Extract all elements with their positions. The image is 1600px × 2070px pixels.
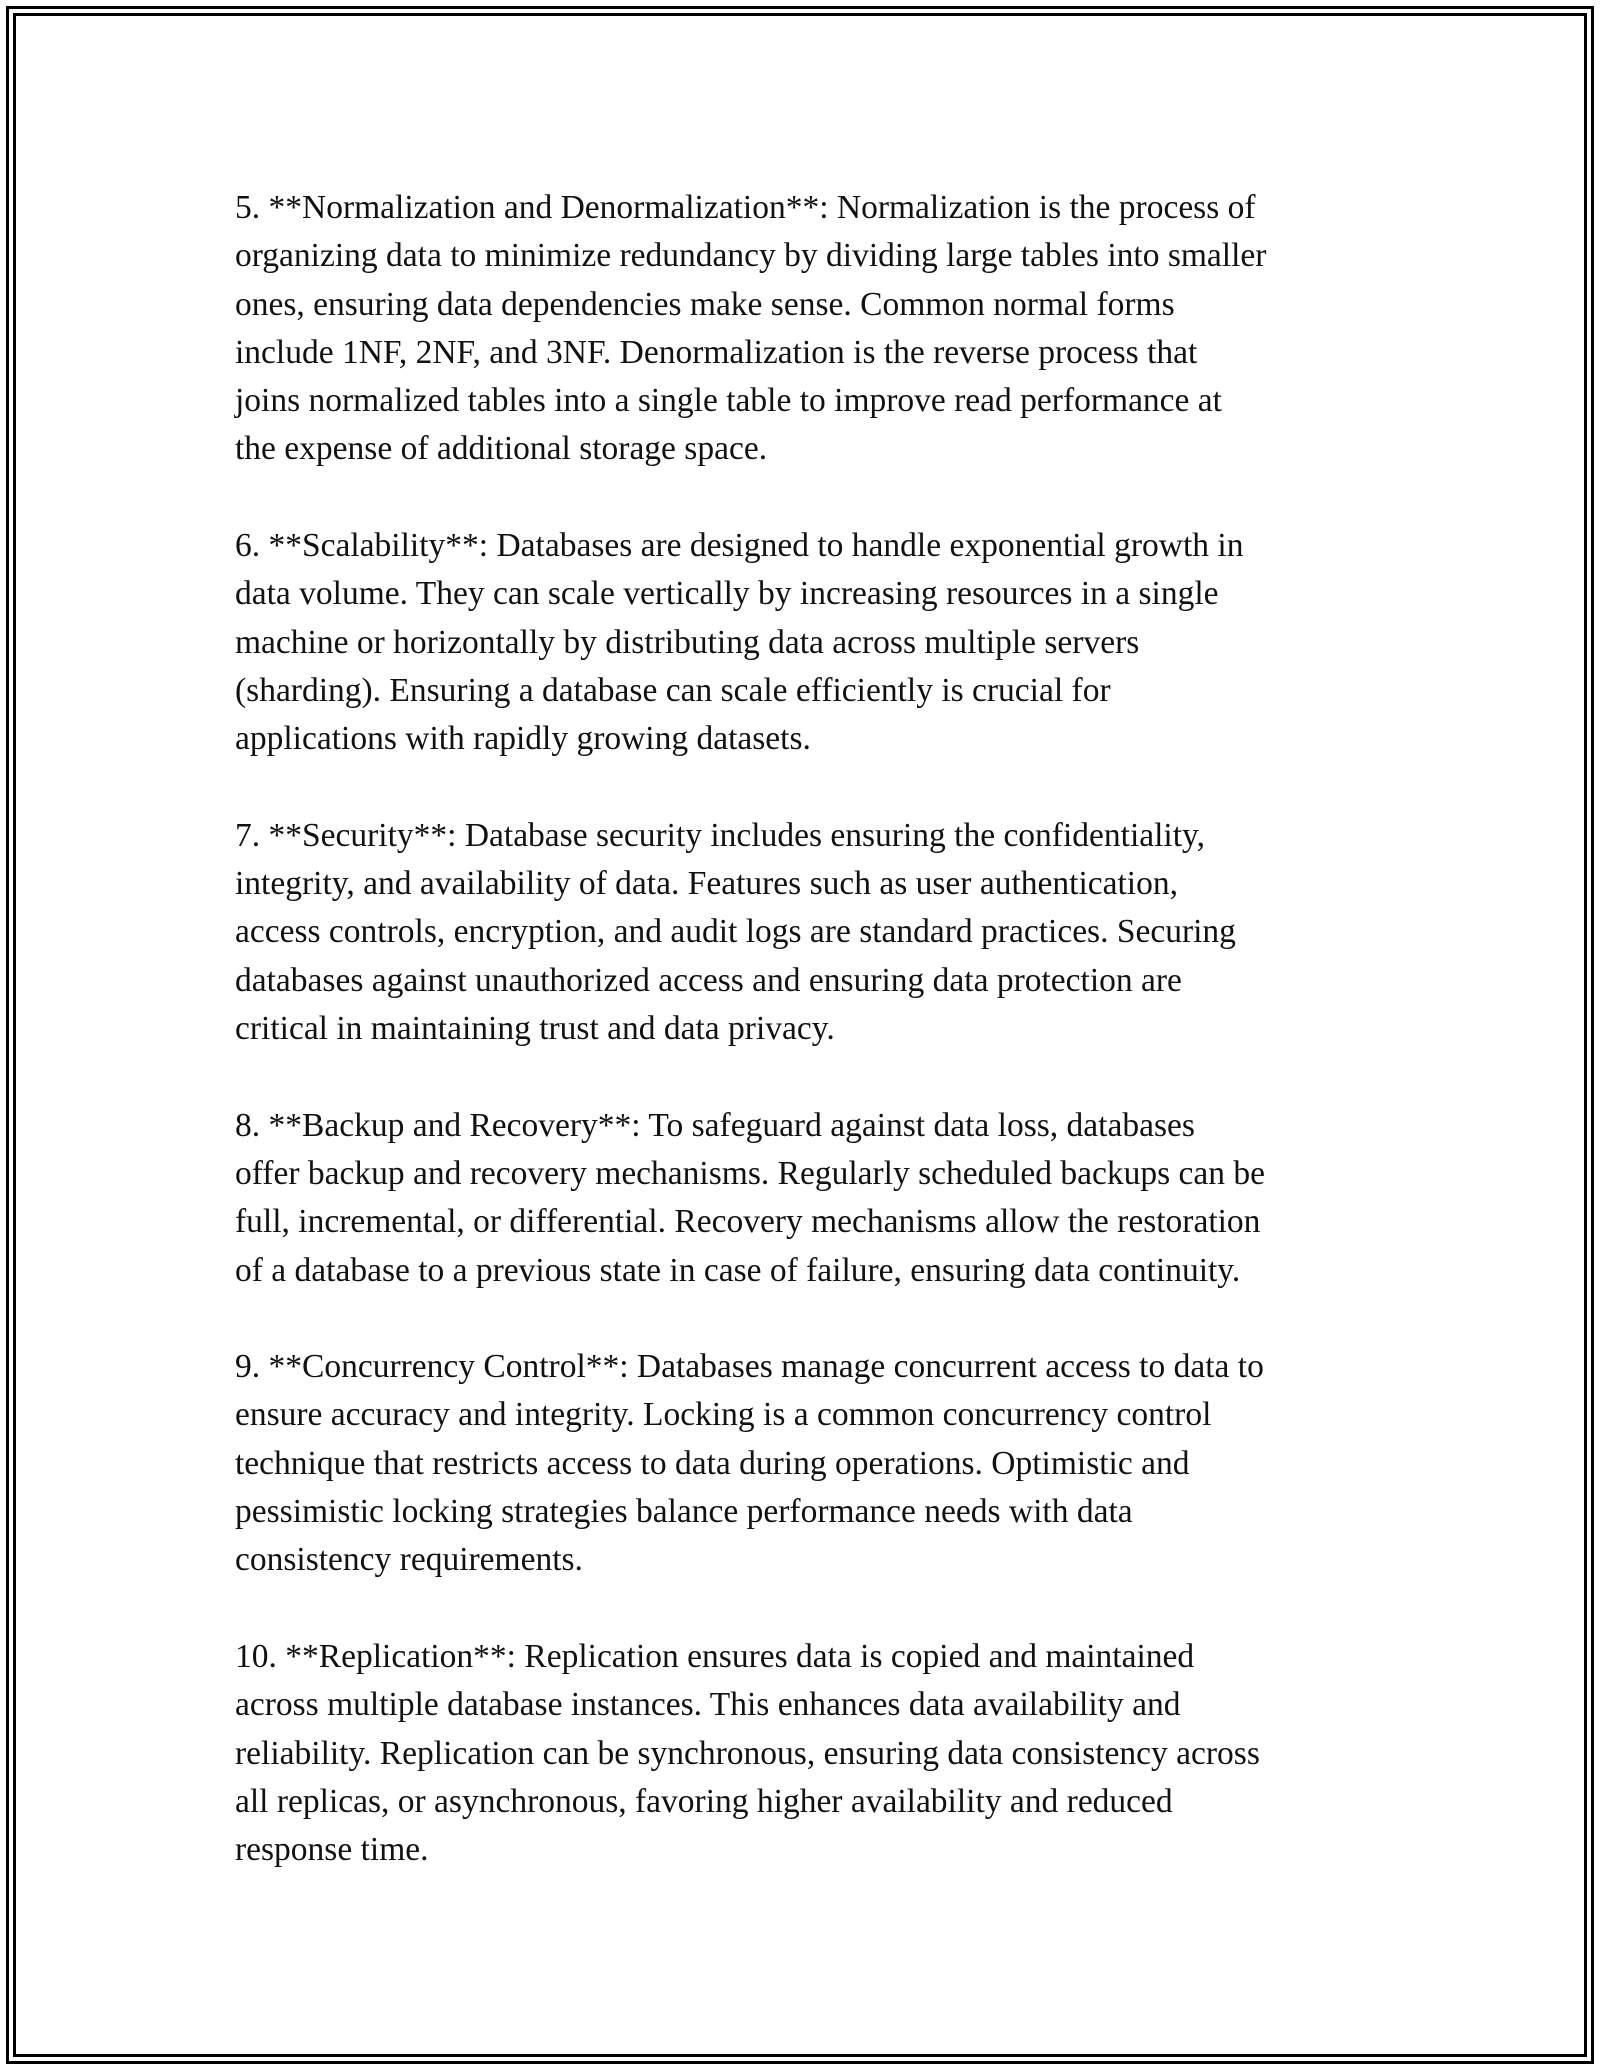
text-line: all replicas, or asynchronous, favoring higher availability and reduced: [235, 1782, 1173, 1820]
text-line: databases against unauthorized access and ensuring data protection are: [235, 961, 1182, 999]
text-line: 5. **Normalization and Denormalization**: Normalization is the process of: [235, 189, 1256, 226]
paragraph-scalability: [235, 522, 1395, 763]
text-line: 8. **Backup and Recovery**: To safeguard against data loss, databases: [235, 1106, 1195, 1144]
text-line: across multiple database instances. This enhances data availability and: [235, 1686, 1181, 1724]
text-line: 6. **Scalability**: Databases are designed to handle exponential growth in: [235, 527, 1244, 565]
paragraph-replication: [235, 1633, 1395, 1874]
paragraph-security: [235, 812, 1395, 1053]
text-line: ensure accuracy and integrity. Locking is a common concurrency control: [235, 1396, 1212, 1434]
text-line: include 1NF, 2NF, and 3NF. Denormalization is the reverse process that: [235, 333, 1198, 371]
text-line: ones, ensuring data dependencies make sense. Common normal forms: [235, 285, 1175, 323]
paragraph-concurrency-control: [235, 1343, 1395, 1584]
text-line: response time.: [235, 1831, 429, 1869]
text-line: technique that restricts access to data during operations. Optimistic and: [235, 1444, 1190, 1482]
text-line: 7. **Security**: Database security includes ensuring the confidentiality,: [235, 816, 1205, 854]
text-line: pessimistic locking strategies balance performance needs with data: [235, 1493, 1133, 1531]
text-line: 9. **Concurrency Control**: Databases manage concurrent access to data to: [235, 1348, 1264, 1386]
text-line: integrity, and availability of data. Features such as user authentication,: [235, 865, 1178, 903]
paragraph-backup-recovery: [235, 1102, 1395, 1295]
text-line: the expense of additional storage space.: [235, 430, 768, 468]
text-line: joins normalized tables into a single table to improve read performance at: [235, 382, 1222, 420]
document-body: [235, 184, 1395, 1923]
text-line: (sharding). Ensuring a database can scale efficiently is crucial for: [235, 671, 1111, 709]
text-line: access controls, encryption, and audit logs are standard practices. Securing: [235, 913, 1236, 951]
text-line: full, incremental, or differential. Recovery mechanisms allow the restoration: [235, 1203, 1261, 1241]
text-line: consistency requirements.: [235, 1541, 583, 1579]
paragraph-normalization: [235, 184, 1395, 474]
text-line: 10. **Replication**: Replication ensures data is copied and maintained: [235, 1637, 1195, 1675]
text-line: reliability. Replication can be synchronous, ensuring data consistency across: [235, 1734, 1260, 1772]
text-line: organizing data to minimize redundancy by dividing large tables into smaller: [235, 237, 1267, 275]
text-line: data volume. They can scale vertically by increasing resources in a single: [235, 575, 1219, 613]
text-line: applications with rapidly growing datasets.: [235, 720, 811, 758]
text-line: of a database to a previous state in case of failure, ensuring data continuity.: [235, 1251, 1241, 1289]
text-line: offer backup and recovery mechanisms. Regularly scheduled backups can be: [235, 1154, 1266, 1192]
text-line: critical in maintaining trust and data privacy.: [235, 1010, 835, 1048]
text-line: machine or horizontally by distributing data across multiple servers: [235, 623, 1140, 661]
